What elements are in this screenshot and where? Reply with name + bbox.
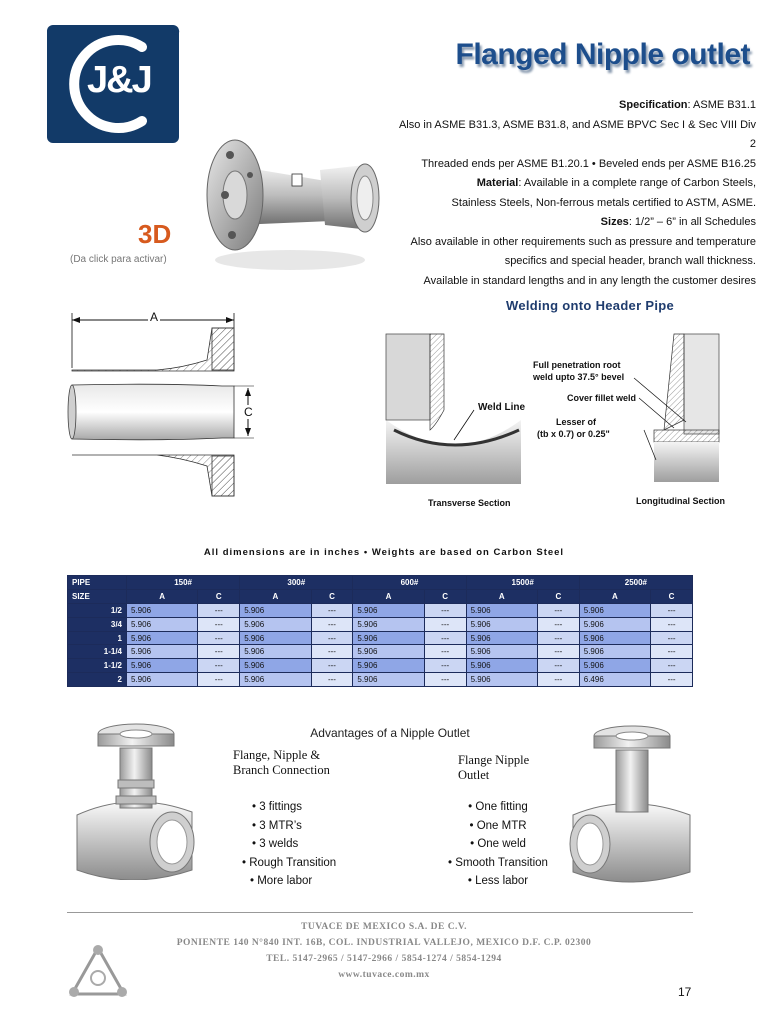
value-c-cell: --- (537, 603, 579, 617)
value-a-cell: 5.906 (127, 673, 198, 687)
value-a-cell: 5.906 (353, 617, 424, 631)
value-a-cell: 5.906 (240, 659, 311, 673)
sizes-value: : 1/2” – 6” in all Schedules (628, 216, 756, 228)
value-c-cell: --- (651, 645, 693, 659)
spec-value: : ASME B31.1 (687, 99, 756, 111)
value-a-cell: 5.906 (353, 631, 424, 645)
left-advantages-list (242, 798, 336, 891)
left-heading-line-1: Flange, Nipple & (233, 748, 321, 762)
list-item: • 3 fittings (252, 801, 303, 813)
nipple-outlet-image (568, 720, 698, 885)
dim-a-label: A (150, 310, 159, 324)
footer-company: TUVACE DE MEXICO S.A. DE C.V. (301, 922, 467, 932)
table-body (68, 603, 693, 686)
value-a-cell: 5.906 (466, 659, 537, 673)
value-a-cell: 5.906 (127, 659, 198, 673)
advantages-title: Advantages of a Nipple Outlet (310, 726, 470, 740)
list-item: • 3 MTR’s (252, 819, 302, 832)
value-c-cell: --- (311, 659, 353, 673)
pipe-header: PIPE (68, 576, 127, 590)
table-row (68, 631, 693, 645)
list-item: • Less labor (467, 875, 529, 887)
value-a-cell: 5.906 (466, 617, 537, 631)
value-c-cell: --- (424, 617, 466, 631)
dimensions-note: All dimensions are in inches • Weights are based on Carbon Steel (203, 547, 565, 558)
value-a-cell: 5.906 (579, 617, 650, 631)
value-a-cell: 5.906 (466, 673, 537, 687)
col-a-header: A (579, 589, 650, 603)
col-a-header: A (127, 589, 198, 603)
left-heading-line-2: Branch Connection (233, 763, 330, 777)
class-header: 600# (353, 576, 466, 590)
value-a-cell: 5.906 (127, 631, 198, 645)
3d-hint[interactable]: (Da click para activar) (70, 254, 167, 265)
size-cell: 1-1/4 (68, 645, 127, 659)
list-item: • One MTR (469, 819, 527, 832)
value-c-cell: --- (651, 603, 693, 617)
left-option-heading (233, 748, 330, 778)
value-c-cell: --- (311, 645, 353, 659)
class-header: 300# (240, 576, 353, 590)
logo-text: J&J (87, 59, 151, 101)
class-header: 150# (127, 576, 240, 590)
value-a-cell: 5.906 (127, 645, 198, 659)
value-c-cell: --- (311, 631, 353, 645)
value-c-cell: --- (424, 645, 466, 659)
value-c-cell: --- (424, 603, 466, 617)
value-a-cell: 5.906 (353, 603, 424, 617)
welding-title: Welding onto Header Pipe (505, 298, 675, 313)
longitudinal-caption: Longitudinal Section (636, 496, 725, 506)
col-a-header: A (466, 589, 537, 603)
material-value: : Available in a complete range of Carbon Steels, (518, 177, 756, 189)
table-row (68, 673, 693, 687)
3d-label[interactable]: 3D (138, 219, 172, 249)
lesser-label-1: Lesser of (556, 417, 597, 427)
class-header: 1500# (466, 576, 579, 590)
col-a-header: A (353, 589, 424, 603)
col-c-header: C (424, 589, 466, 603)
value-a-cell: 5.906 (353, 645, 424, 659)
list-item: • One fitting (468, 801, 528, 813)
value-a-cell: 5.906 (466, 631, 537, 645)
dimensions-table (67, 575, 693, 687)
spec-other-3: Available in standard lengths and in any length the customer desires (423, 274, 756, 287)
spec-ends: Threaded ends per ASME B1.20.1 • Beveled ends per ASME B16.25 (421, 157, 756, 170)
footer-address: PONIENTE 140 N°840 INT. 16B, COL. INDUSTRIAL VALLEJO, MEXICO D.F. C.P. 02300 (176, 938, 592, 948)
value-a-cell: 5.906 (240, 645, 311, 659)
value-a-cell: 5.906 (579, 659, 650, 673)
value-a-cell: 5.906 (579, 631, 650, 645)
value-a-cell: 5.906 (240, 617, 311, 631)
col-c-header: C (198, 589, 240, 603)
size-header: SIZE (68, 589, 127, 603)
list-item: • More labor (250, 875, 313, 887)
value-a-cell: 5.906 (127, 603, 198, 617)
tuvace-logo-icon (68, 944, 128, 999)
footer-phones: TEL. 5147-2965 / 5147-2966 / 5854-1274 / 5854-1294 (266, 954, 502, 964)
size-cell: 3/4 (68, 617, 127, 631)
col-c-header: C (311, 589, 353, 603)
lesser-label-2: (tb x 0.7) or 0.25" (537, 429, 610, 439)
full-pen-label-2: weld upto 37.5° bevel (533, 372, 625, 382)
weld-line-label: Weld Line (478, 402, 526, 413)
value-c-cell: --- (424, 659, 466, 673)
value-c-cell: --- (198, 631, 240, 645)
page-number: 17 (678, 985, 692, 999)
list-item: • 3 welds (252, 838, 299, 850)
right-option-heading (458, 753, 529, 783)
table-row (68, 603, 693, 617)
value-a-cell: 5.906 (579, 645, 650, 659)
specification-block (396, 96, 756, 291)
value-c-cell: --- (198, 603, 240, 617)
right-advantages-list (442, 798, 554, 891)
value-c-cell: --- (424, 673, 466, 687)
spec-other-1: Also available in other requirements such as pressure and temperature (410, 235, 756, 248)
value-a-cell: 5.906 (353, 673, 424, 687)
spec-other-2: specifics and special header, branch wall thickness. (504, 255, 756, 267)
size-cell: 2 (68, 673, 127, 687)
value-c-cell: --- (651, 659, 693, 673)
value-c-cell: --- (198, 659, 240, 673)
material-label: Material (476, 177, 519, 189)
table-row (68, 659, 693, 673)
list-item: • One weld (470, 838, 526, 850)
value-c-cell: --- (198, 673, 240, 687)
dimension-drawing (62, 308, 272, 503)
value-a-cell: 5.906 (240, 631, 311, 645)
footer-divider (67, 912, 693, 913)
size-cell: 1/2 (68, 603, 127, 617)
sizes-label: Sizes (600, 216, 629, 228)
value-a-cell: 5.906 (240, 603, 311, 617)
list-item: • Smooth Transition (448, 856, 548, 869)
value-a-cell: 5.906 (466, 603, 537, 617)
value-c-cell: --- (537, 631, 579, 645)
value-a-cell: 5.906 (579, 603, 650, 617)
fitting-3d-image[interactable] (190, 110, 390, 280)
size-cell: 1 (68, 631, 127, 645)
col-c-header: C (537, 589, 579, 603)
class-header: 2500# (579, 576, 692, 590)
col-c-header: C (651, 589, 693, 603)
branch-connection-image (72, 720, 202, 880)
spec-also-in: Also in ASME B31.3, ASME B31.8, and ASME BPVC Sec I & Sec VIII Div 2 (398, 118, 756, 150)
value-a-cell: 5.906 (127, 617, 198, 631)
table-row (68, 617, 693, 631)
value-c-cell: --- (311, 673, 353, 687)
size-cell: 1-1/2 (68, 659, 127, 673)
right-heading-line-2: Outlet (458, 768, 490, 782)
welding-diagram (384, 330, 724, 490)
table-row (68, 645, 693, 659)
value-a-cell: 5.906 (466, 645, 537, 659)
value-c-cell: --- (651, 631, 693, 645)
registered-mark: ® (172, 27, 180, 38)
value-c-cell: --- (198, 645, 240, 659)
material-value-2: Stainless Steels, Non-ferrous metals certified to ASTM, ASME. (451, 196, 756, 209)
cover-fillet-label: Cover fillet weld (567, 393, 637, 403)
value-c-cell: --- (311, 617, 353, 631)
value-c-cell: --- (651, 673, 693, 687)
value-c-cell: --- (537, 617, 579, 631)
value-a-cell: 6.496 (579, 673, 650, 687)
value-c-cell: --- (198, 617, 240, 631)
value-c-cell: --- (424, 631, 466, 645)
footer-block (100, 919, 668, 983)
value-c-cell: --- (537, 673, 579, 687)
dim-c-label: C (244, 405, 253, 419)
table-header-row (68, 576, 693, 590)
transverse-caption: Transverse Section (428, 498, 511, 508)
value-a-cell: 5.906 (353, 659, 424, 673)
full-pen-label-1: Full penetration root (533, 360, 621, 370)
value-a-cell: 5.906 (240, 673, 311, 687)
spec-label: Specification (619, 99, 688, 111)
list-item: • Rough Transition (242, 856, 337, 869)
value-c-cell: --- (311, 603, 353, 617)
footer-website[interactable]: www.tuvace.com.mx (338, 970, 430, 980)
company-logo (47, 25, 179, 143)
page-title: Flanged Nipple outlet (455, 38, 750, 71)
value-c-cell: --- (537, 659, 579, 673)
value-c-cell: --- (651, 617, 693, 631)
right-heading-line-1: Flange Nipple (458, 753, 530, 767)
table-subheader-row (68, 589, 693, 603)
value-c-cell: --- (537, 645, 579, 659)
col-a-header: A (240, 589, 311, 603)
